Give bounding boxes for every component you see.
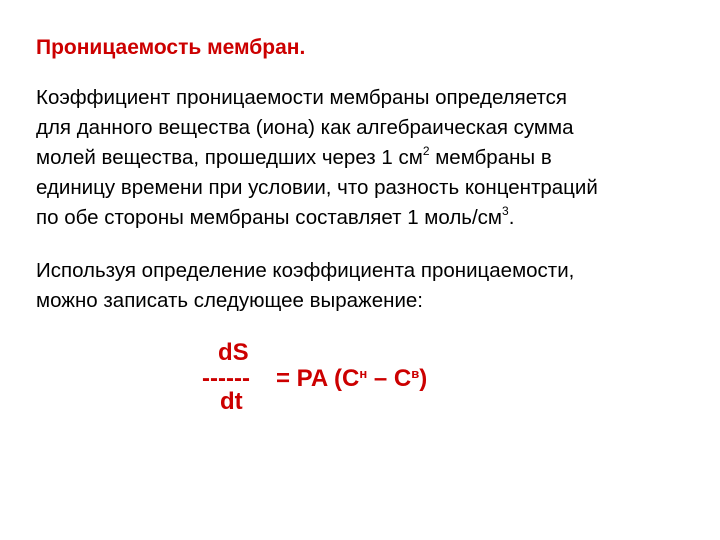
formula-text: ) (419, 365, 428, 392)
line-text: . (508, 206, 515, 229)
line-text: молей вещества, прошедших через 1 см (36, 146, 423, 169)
slide-title: Проницаемость мембран. (36, 36, 306, 59)
paragraph-line: единицу времени при условии, что разность концентраций (36, 176, 598, 199)
paragraph-line: для данного вещества (иона) как алгебраическая сумма (36, 116, 574, 139)
formula-fraction-bar: ------ (202, 365, 250, 392)
expression-intro-paragraph (36, 256, 700, 316)
formula-text: = PA (C (276, 365, 360, 392)
superscript: 2 (422, 144, 430, 158)
paragraph-line: можно записать следующее выражение: (36, 289, 424, 312)
definition-paragraph (36, 83, 700, 233)
formula-superscript: н (359, 366, 368, 381)
formula-superscript: в (411, 366, 420, 381)
paragraph-line: Используя определение коэффициента проницаемости, (36, 259, 575, 282)
paragraph-line (36, 203, 700, 233)
superscript: 3 (502, 204, 509, 218)
formula-numerator: dS (218, 339, 249, 366)
formula-right-side (276, 365, 427, 393)
paragraph-line: Коэффициент проницаемости мембраны определяется (36, 86, 567, 109)
paragraph-line (36, 143, 700, 173)
line-text: мембраны в (429, 146, 552, 169)
line-text: по обе стороны мембраны составляет 1 моль/см (36, 206, 503, 229)
formula-denominator: dt (220, 388, 243, 415)
formula-text: – C (367, 365, 412, 392)
